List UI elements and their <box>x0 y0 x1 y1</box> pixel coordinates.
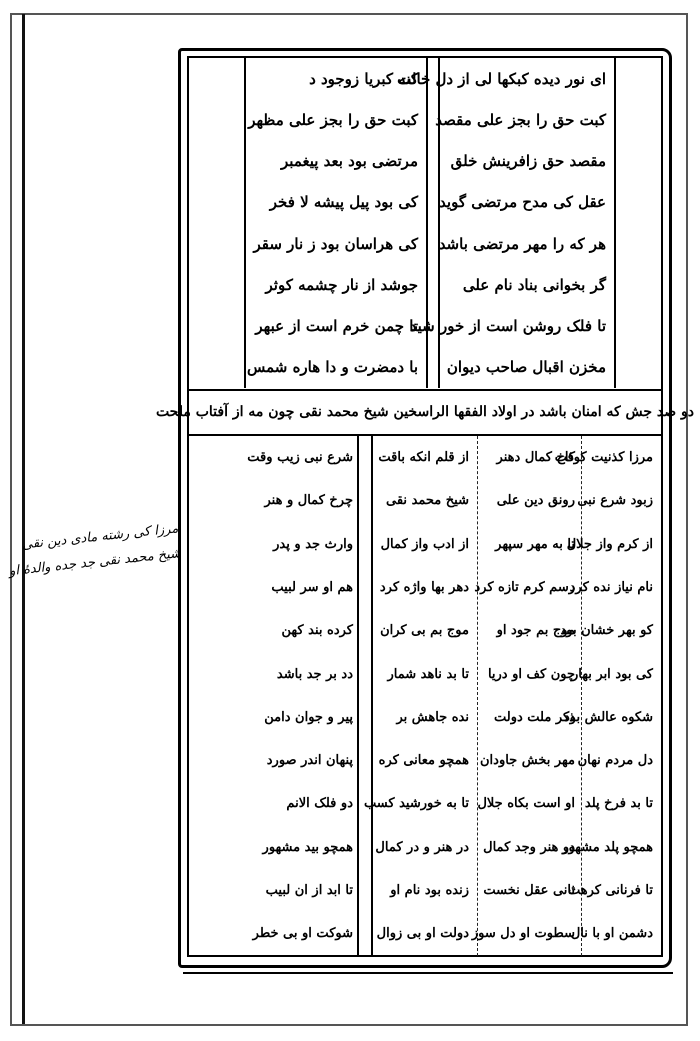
verse-line: کبت حق را بجز علی مظهر <box>248 110 418 129</box>
table-cell: رونق دین علی <box>496 493 575 509</box>
lower-column-4 <box>189 436 357 956</box>
table-cell: از ادب واز کمال <box>380 536 469 552</box>
table-cell: دهر بها واژه کرد <box>379 579 469 595</box>
verse-line: جوشد از نار چشمه کوثر <box>265 275 418 294</box>
table-cell: دل مردم نهان <box>577 753 653 769</box>
table-cell: در هنر و در کمال <box>375 839 469 855</box>
table-cell: تا بد فرخ پلد <box>584 796 653 812</box>
lower-column-2 <box>471 436 579 956</box>
table-cell: سطوت او دل سوز <box>471 926 575 942</box>
table-cell: زبود شرع نبی <box>577 493 653 509</box>
lower-column-3 <box>364 436 473 956</box>
verse-line: هر که را مهر مرتضی باشد <box>438 234 606 253</box>
margin-note-line: مرزا کی رشته مادی دین نقی <box>21 521 179 553</box>
table-cell: تا فرنانی کرهت <box>567 883 653 899</box>
table-cell: همچو پلد مشهور <box>562 839 653 855</box>
table-cell: پیر و جوان دامن <box>264 709 353 725</box>
column-rule <box>357 436 359 956</box>
verse-line: تا فلک روشن است از خور شید <box>409 317 606 336</box>
table-cell: نده جاهش بر <box>396 709 469 725</box>
bottom-rule <box>183 972 673 974</box>
verse-line: ای نور دیده کبکها لی از دل خالت <box>397 69 606 88</box>
table-cell: زنده بود نام او <box>390 883 469 899</box>
table-cell: تا به خورشید کسب <box>364 796 469 812</box>
middle-line <box>155 392 695 432</box>
verse-line: کی هراسان بود ز نار سقر <box>253 234 418 253</box>
verse-line: کبت حق را بجز علی مقصد <box>435 110 606 129</box>
table-cell: دو فلک الانم <box>286 796 353 812</box>
table-cell: تا به مهر سپهر <box>495 536 575 552</box>
verse-line: کی بود پیل پیشه لا فخر <box>269 193 418 212</box>
column-rule-dashed <box>477 436 478 956</box>
middle-line-text: دو صد جش که امنان باشد در اولاد الفقها الراسخین شیخ محمد نقی چون مه از آفتاب ملحت <box>155 404 695 420</box>
section-rule <box>187 389 663 391</box>
left-binding-rule <box>22 14 25 1024</box>
lower-section <box>189 436 661 956</box>
verse-line: گر بخوانی بناد نام علی <box>462 275 606 294</box>
upper-edge-column <box>614 58 661 388</box>
verse-line: عقل کی مدح مرتضی گوید <box>439 193 606 212</box>
table-cell: دشمن او با نال <box>570 926 653 942</box>
table-cell: شرع نبی زیب وقت <box>247 449 353 465</box>
upper-left-column <box>246 58 424 388</box>
column-rule-dashed <box>581 436 582 956</box>
verse-line: مقصد حق زافرینش خلق <box>450 152 606 171</box>
table-cell: دو هنر وجد کمال <box>483 839 575 855</box>
table-cell: کرده بند کهن <box>281 623 353 639</box>
table-cell: چرخ کمال و هنر <box>264 493 353 509</box>
table-cell: ذکر ملت دولت <box>493 709 575 725</box>
upper-right-column <box>397 58 612 388</box>
table-cell: تا ابد از ان لبیب <box>265 883 353 899</box>
verse-line: مرتضی بود بعد پیغمبر <box>281 152 418 171</box>
table-cell: کی بود ابر بهار <box>572 666 653 682</box>
table-cell: همچو معانی کره <box>378 753 469 769</box>
upper-column-divider <box>426 58 440 388</box>
verse-line: با دمضرت و دا هاره شمس <box>246 358 418 377</box>
table-cell: دولت او بی زوال <box>376 926 469 942</box>
table-cell: هم او سر لبیب <box>271 579 353 595</box>
table-cell: پنهان اندر صورد <box>266 753 353 769</box>
table-cell: کاخ کمال دهنر <box>496 449 575 465</box>
table-cell: مهر بخش جاودان <box>480 753 575 769</box>
table-cell: شیخ محمد نقی <box>386 493 469 509</box>
table-cell: رسم کرم تازه کرد <box>474 579 575 595</box>
table-cell: موج بم جود او <box>496 623 575 639</box>
table-cell: وارث جد و پدر <box>273 536 353 552</box>
table-cell: مرزا کذنیت کوفت <box>554 449 653 465</box>
table-cell: شکوه عالش بود <box>563 709 653 725</box>
table-cell: کو بهر خشان بود <box>560 623 653 639</box>
table-cell: دد بر جد باشد <box>276 666 353 682</box>
table-cell: همچو بید مشهور <box>262 839 353 855</box>
table-cell: او است بکاه جلال <box>477 796 575 812</box>
table-cell: تا بد ناهد شمار <box>387 666 469 682</box>
table-cell: ثانی عقل نخست <box>483 883 575 899</box>
verse-line: مخزن اقبال صاحب دیوان <box>446 358 606 377</box>
table-cell: چون کف او دریا <box>487 666 575 682</box>
margin-note-line: شیخ محمد نقی جد جده والدهٔ او <box>8 545 182 579</box>
upper-margin-column <box>189 58 246 388</box>
lower-column-1 <box>554 436 657 956</box>
table-cell: از کرم واز جلال <box>566 536 653 552</box>
table-cell: نام نیاز نده کرد <box>569 579 653 595</box>
table-cell: موج بم بی کران <box>380 623 469 639</box>
verse-line: کنه کبریا زوجود د <box>309 69 418 88</box>
upper-section <box>189 58 661 388</box>
table-cell: از قلم انکه باقت <box>378 449 469 465</box>
verse-line: تا چمن خرم است از عبهر <box>255 317 418 336</box>
table-cell: شوکت او بی خطر <box>252 926 353 942</box>
